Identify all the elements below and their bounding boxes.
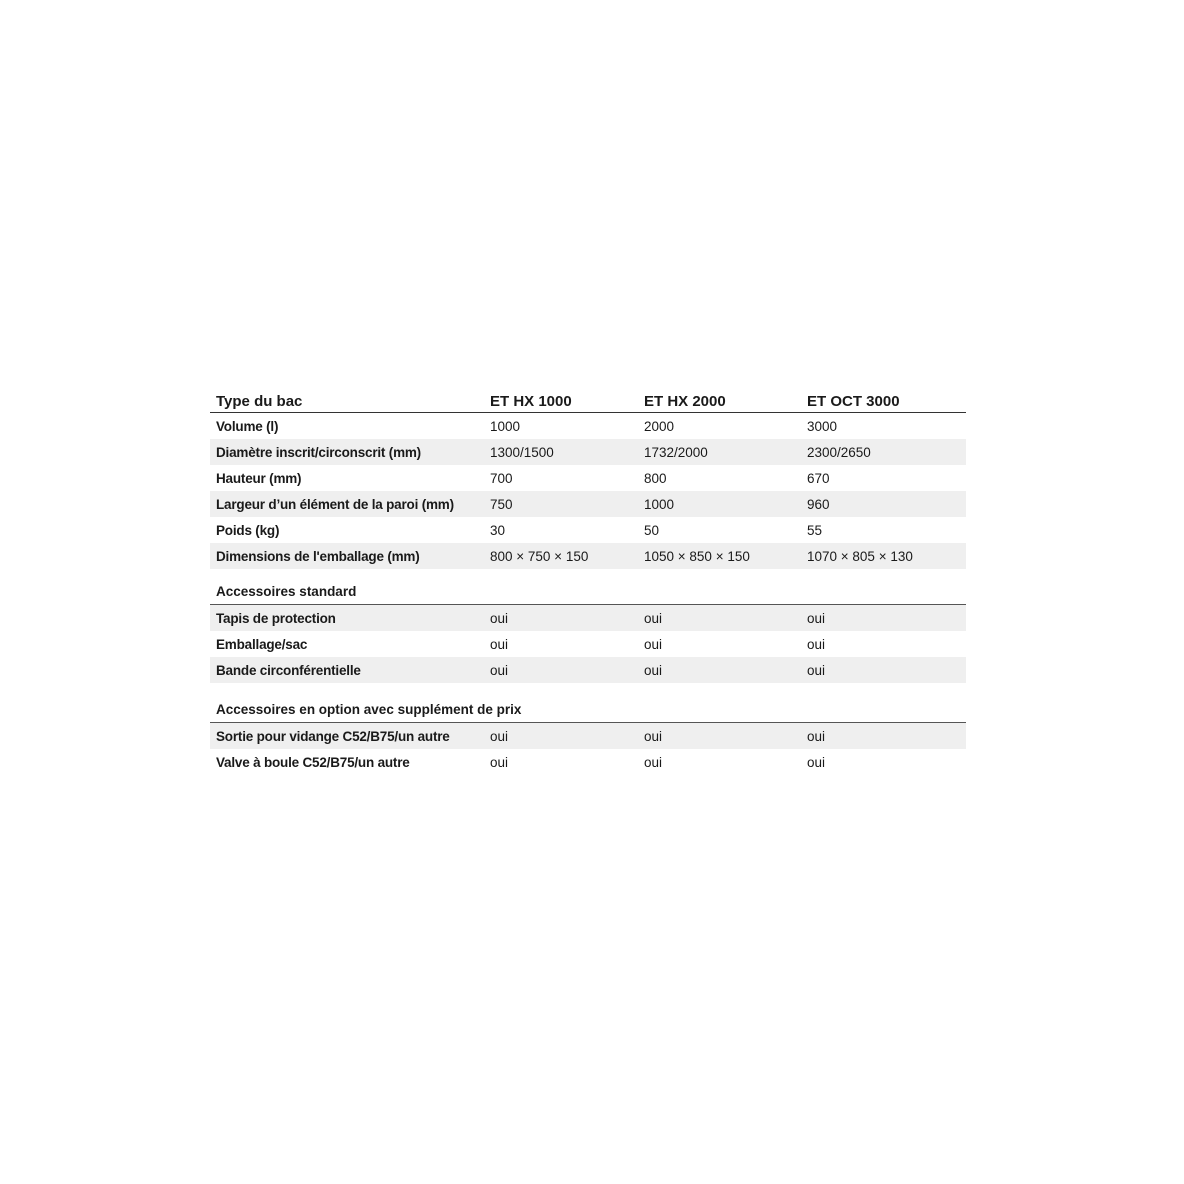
section-heading-optional	[210, 692, 966, 723]
cell-value: 960	[801, 491, 966, 517]
cell-value: 1000	[490, 418, 521, 434]
row-label: Dimensions de l'emballage (mm)	[210, 543, 484, 569]
section-spacer	[210, 569, 966, 578]
table-row	[210, 605, 966, 632]
cell-value: oui	[638, 605, 801, 632]
cell-value: oui	[490, 754, 509, 770]
row-label: Largeur d’un élément de la paroi (mm)	[210, 491, 484, 517]
cell-value: oui	[644, 754, 663, 770]
cell-value: oui	[801, 723, 966, 750]
cell-value: oui	[801, 605, 966, 632]
row-label: Bande circonférentielle	[210, 657, 484, 683]
row-label: Poids (kg)	[216, 522, 280, 538]
section-title: Accessoires en option avec supplément de prix	[210, 692, 966, 723]
table-row	[210, 749, 966, 775]
table-row	[210, 439, 966, 465]
cell-value: 1732/2000	[638, 439, 801, 465]
cell-value: 670	[807, 470, 830, 486]
table-row	[210, 491, 966, 517]
spec-table	[210, 390, 966, 775]
cell-value: oui	[484, 605, 638, 632]
header-label: Type du bac	[210, 390, 484, 413]
row-label: Valve à boule C52/B75/un autre	[216, 754, 410, 770]
cell-value: 750	[484, 491, 638, 517]
cell-value: 55	[807, 522, 823, 538]
table-header-row	[210, 390, 966, 413]
cell-value: 700	[490, 470, 513, 486]
column-header: ET HX 2000	[638, 390, 801, 413]
cell-value: oui	[638, 657, 801, 683]
cell-value: 1000	[638, 491, 801, 517]
cell-value: 1050 × 850 × 150	[638, 543, 801, 569]
row-label: Volume (l)	[216, 418, 279, 434]
row-label: Tapis de protection	[210, 605, 484, 632]
row-label: Diamètre inscrit/circonscrit (mm)	[210, 439, 484, 465]
cell-value: oui	[484, 723, 638, 750]
table-row	[210, 465, 966, 491]
table-row	[210, 543, 966, 569]
row-label: Emballage/sac	[216, 636, 308, 652]
cell-value: 30	[490, 522, 506, 538]
table-row	[210, 413, 966, 440]
cell-value: oui	[490, 636, 509, 652]
section-spacer	[210, 683, 966, 692]
cell-value: oui	[801, 657, 966, 683]
section-heading-standard	[210, 578, 966, 605]
cell-value: 2300/2650	[801, 439, 966, 465]
column-header: ET OCT 3000	[801, 390, 966, 413]
cell-value: oui	[644, 636, 663, 652]
cell-value: oui	[638, 723, 801, 750]
section-title: Accessoires standard	[210, 578, 966, 605]
cell-value: 1300/1500	[484, 439, 638, 465]
cell-value: 2000	[644, 418, 675, 434]
column-header: ET HX 1000	[484, 390, 638, 413]
cell-value: oui	[807, 754, 826, 770]
table-row	[210, 517, 966, 543]
row-label: Hauteur (mm)	[216, 470, 302, 486]
table-row	[210, 657, 966, 683]
row-label: Sortie pour vidange C52/B75/un autre	[210, 723, 484, 750]
cell-value: oui	[807, 636, 826, 652]
cell-value: oui	[484, 657, 638, 683]
cell-value: 800 × 750 × 150	[484, 543, 638, 569]
cell-value: 3000	[807, 418, 838, 434]
cell-value: 50	[644, 522, 660, 538]
table-row	[210, 723, 966, 750]
cell-value: 800	[644, 470, 667, 486]
table-row	[210, 631, 966, 657]
cell-value: 1070 × 805 × 130	[801, 543, 966, 569]
